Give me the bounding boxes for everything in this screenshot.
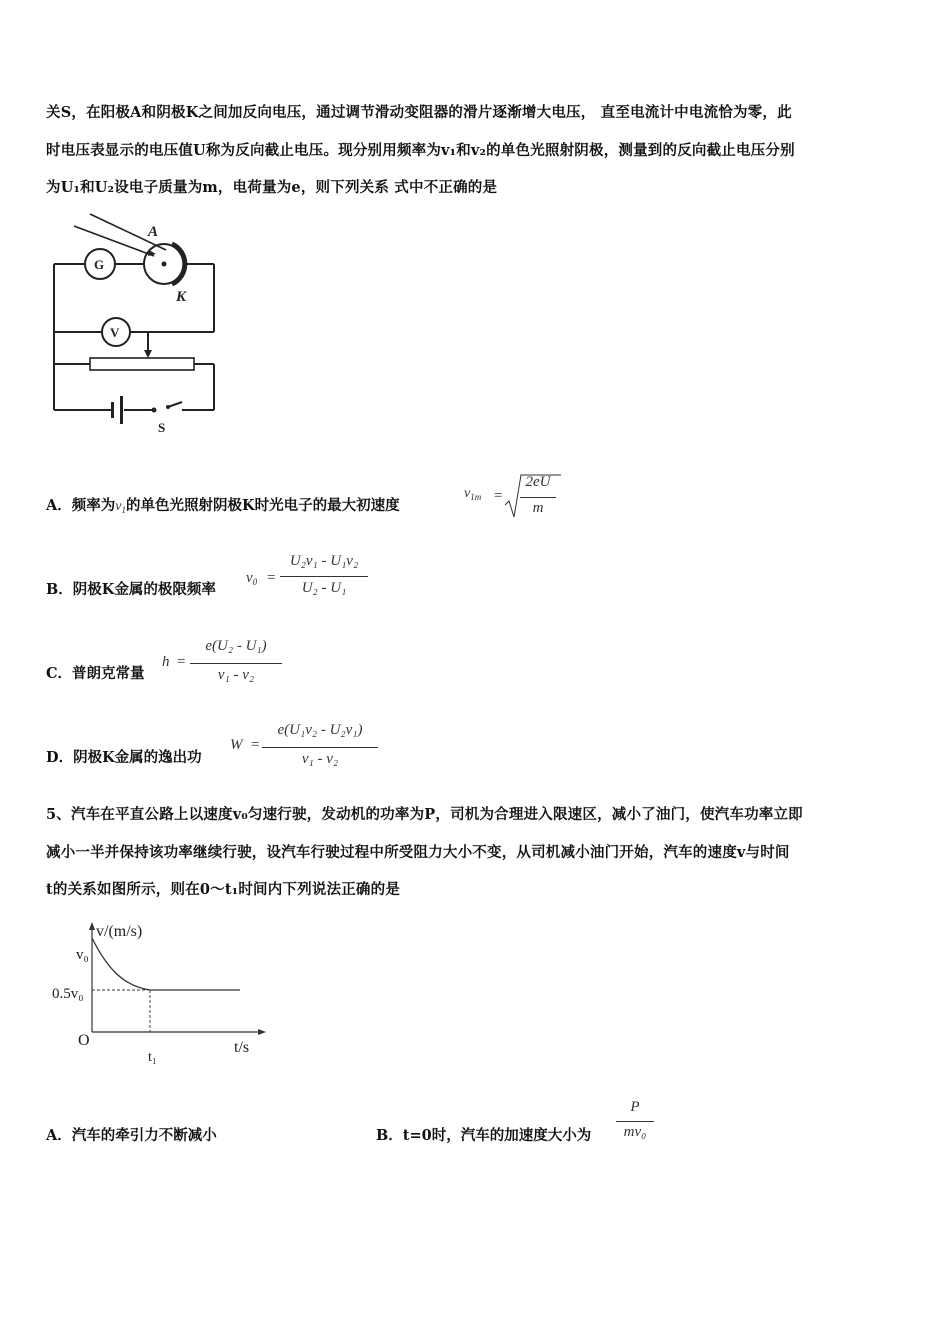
option-c-text: C．普朗克常量 xyxy=(46,665,145,682)
option-d-lhs: W xyxy=(230,737,243,753)
option-d xyxy=(46,746,202,767)
option-c-num: e(U₂ - U₁) xyxy=(205,638,267,654)
cathode-label: K xyxy=(176,289,187,305)
option-a-text2: 的单色光照射阴极K时光电子的最大初速度 xyxy=(125,497,400,514)
option-b-text: B．阴极K金属的极限频率 xyxy=(46,581,216,598)
option-a-eq: = xyxy=(493,488,504,504)
stem-line-2: 时电压表显示的电压值U称为反向截止电压。现分别用频率为v₁和v₂的单色光照射阴极，测量到的反向截止电压分别 xyxy=(46,141,795,159)
option-a-fraction xyxy=(520,474,556,520)
photoelectric-circuit-diagram xyxy=(44,206,224,436)
galvanometer-label: G xyxy=(94,257,105,272)
graph-xlabel: t/s xyxy=(234,1039,250,1056)
graph-ylabel: v/(m/s) xyxy=(96,923,143,940)
option-b xyxy=(46,578,216,599)
option-d-eq: = xyxy=(250,737,261,753)
question5-stem xyxy=(46,796,906,909)
option-d-text: D．阴极K金属的逸出功 xyxy=(46,749,202,766)
option-b-fraction xyxy=(280,553,368,603)
option-a xyxy=(46,494,400,515)
option-b-den: U₂ - U₁ xyxy=(301,580,347,596)
graph-tick-v0: v₀ xyxy=(76,947,89,963)
option-a-var-sub: 1 xyxy=(121,505,126,515)
option-d-fraction xyxy=(262,722,378,772)
stem-line-3: 为U₁和U₂设电子质量为m，电荷量为e，则下列关系 式中不正确的是 xyxy=(46,179,498,196)
q5-option-a-text: A．汽车的牵引力不断减小 xyxy=(46,1127,217,1144)
q5-line-3: t的关系如图所示，则在0～t₁时间内下列说法正确的是 xyxy=(46,881,401,898)
option-b-eq: = xyxy=(266,570,277,586)
option-a-num: 2eU xyxy=(525,474,551,490)
option-c-fraction xyxy=(190,638,282,688)
option-d-num: e(U₁v₂ - U₂v₁) xyxy=(277,722,363,738)
q5-option-b-num: P xyxy=(630,1099,640,1115)
q5-option-b-text: B．t=0时，汽车的加速度大小为 xyxy=(376,1127,592,1144)
q5-line-1: 5、汽车在平直公路上以速度v₀匀速行驶，发动机的功率为P，司机为合理进入限速区，减小了油门，使汽车功率立即 xyxy=(46,806,803,823)
q5-option-b xyxy=(376,1124,591,1145)
question4-stem xyxy=(46,94,906,207)
option-c-lhs: h xyxy=(162,654,170,670)
q5-line-2: 减小一半并保持该功率继续行驶，设汽车行驶过程中所受阻力大小不变，从司机减小油门开始，汽车的速度v与时间 xyxy=(46,843,790,861)
velocity-time-graph xyxy=(44,914,274,1070)
option-c-den: v₁ - v₂ xyxy=(217,667,255,683)
switch-label: S xyxy=(158,420,166,435)
option-b-lhs: $v_0$ xyxy=(246,570,258,587)
graph-tick-t1: t₁ xyxy=(148,1050,157,1065)
option-a-text: A．频率为 xyxy=(46,497,116,514)
option-a-lhs: $v_{1m}$ xyxy=(464,486,482,502)
option-c xyxy=(46,662,145,683)
graph-tick-half-v0: 0.5v₀ xyxy=(52,986,84,1002)
q5-option-a xyxy=(46,1124,217,1145)
option-a-var: v xyxy=(115,499,122,514)
anode-label: A xyxy=(148,224,159,240)
q5-option-b-den: mv₀ xyxy=(623,1124,647,1140)
q5-option-b-fraction xyxy=(616,1099,654,1149)
option-c-eq: = xyxy=(176,654,187,670)
option-a-den: m xyxy=(532,500,544,516)
stem-line-1: 关S，在阳极A和阴极K之间加反向电压，通过调节滑动变阻器的滑片逐渐增大电压， 直至电流计中电流恰为零，此 xyxy=(46,104,792,121)
option-d-den: v₁ - v₂ xyxy=(301,751,339,767)
voltmeter-label: V xyxy=(110,325,120,340)
graph-origin: O xyxy=(78,1032,90,1049)
option-b-num: U₂v₁ - U₁v₂ xyxy=(289,553,359,569)
